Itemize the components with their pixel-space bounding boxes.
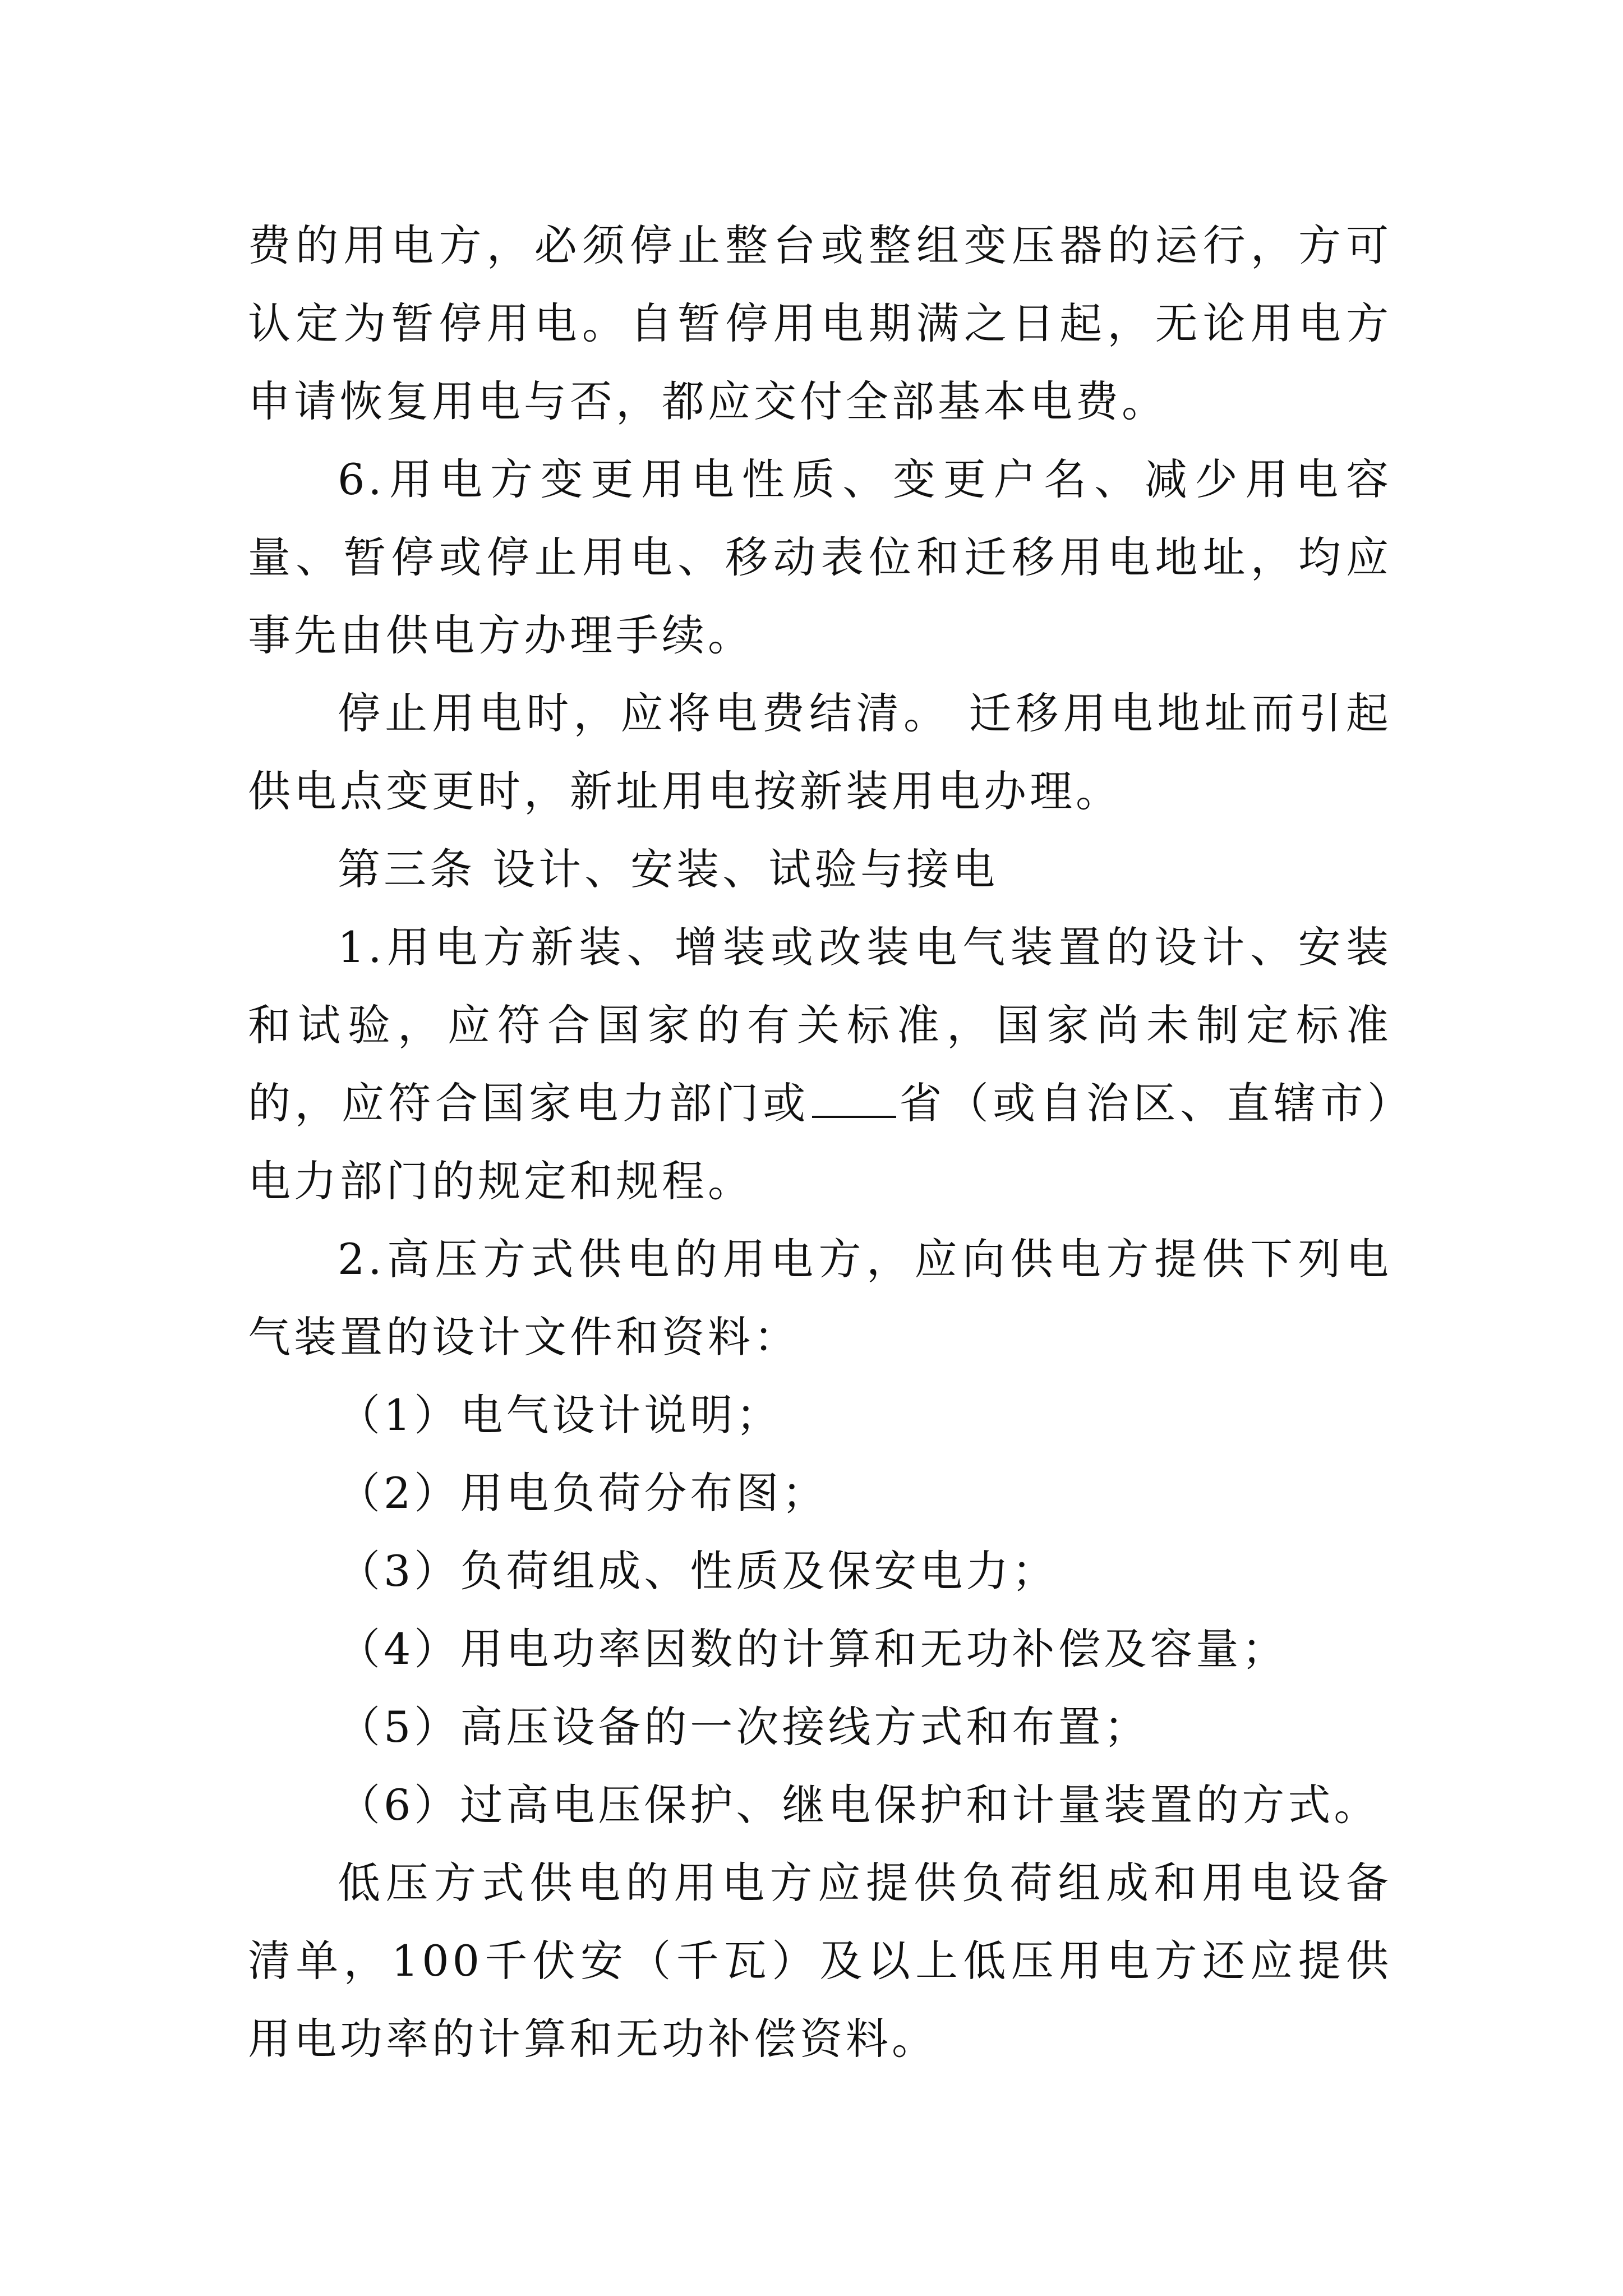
- paragraph-design-standards-part2: 省（或自治区、直辖市）电力部门的规定和规程。: [248, 1078, 1393, 1206]
- paragraph-design-standards-part1: 1.用电方新装、增装或改装电气装置的设计、安装和试验，应符合国家的有关标准，国家尚未制定标准的，应符合国家电力部门或: [248, 922, 1392, 1128]
- province-blank-field: [812, 1079, 896, 1118]
- list-item: （5）高压设备的一次接线方式和布置；: [338, 1702, 1150, 1752]
- paragraph-stop-supply: 停止用电时，应将电费结清。 迁移用电地址而引起供电点变更时，新址用电按新装用电办理。: [248, 688, 1392, 816]
- paragraph-design-standards: [248, 908, 1392, 1220]
- paragraph-low-voltage-docs: 低压方式供电的用电方应提供负荷组成和用电设备清单，100千伏安（千瓦）及以上低压用电方还应提供用电功率的计算和无功补偿资料。: [248, 1858, 1392, 2064]
- list-item: （4）用电功率因数的计算和无功补偿及容量；: [338, 1624, 1288, 1674]
- list-item: （2）用电负荷分布图；: [338, 1468, 828, 1518]
- list-item: （6）过高电压保护、继电保护和计量装置的方式。: [338, 1780, 1380, 1830]
- list-item: （3）负荷组成、性质及保安电力；: [338, 1546, 1058, 1596]
- document-body: [248, 206, 1392, 2078]
- paragraph-high-voltage-docs: 2.高压方式供电的用电方，应向供电方提供下列电气装置的设计文件和资料：: [248, 1234, 1392, 1362]
- paragraph-change-procedures: 6.用电方变更用电性质、变更户名、减少用电容量、暂停或停止用电、移动表位和迁移用电地址，均应事先由供电方办理手续。: [248, 454, 1392, 660]
- paragraph-basic-fee: 费的用电方，必须停止整台或整组变压器的运行，方可认定为暂停用电。自暂停用电期满之日起，无论用电方申请恢复用电与否，都应交付全部基本电费。: [248, 220, 1392, 426]
- list-item: （1）电气设计说明；: [338, 1390, 782, 1440]
- article-three-heading: 第三条 设计、安装、试验与接电: [338, 844, 999, 894]
